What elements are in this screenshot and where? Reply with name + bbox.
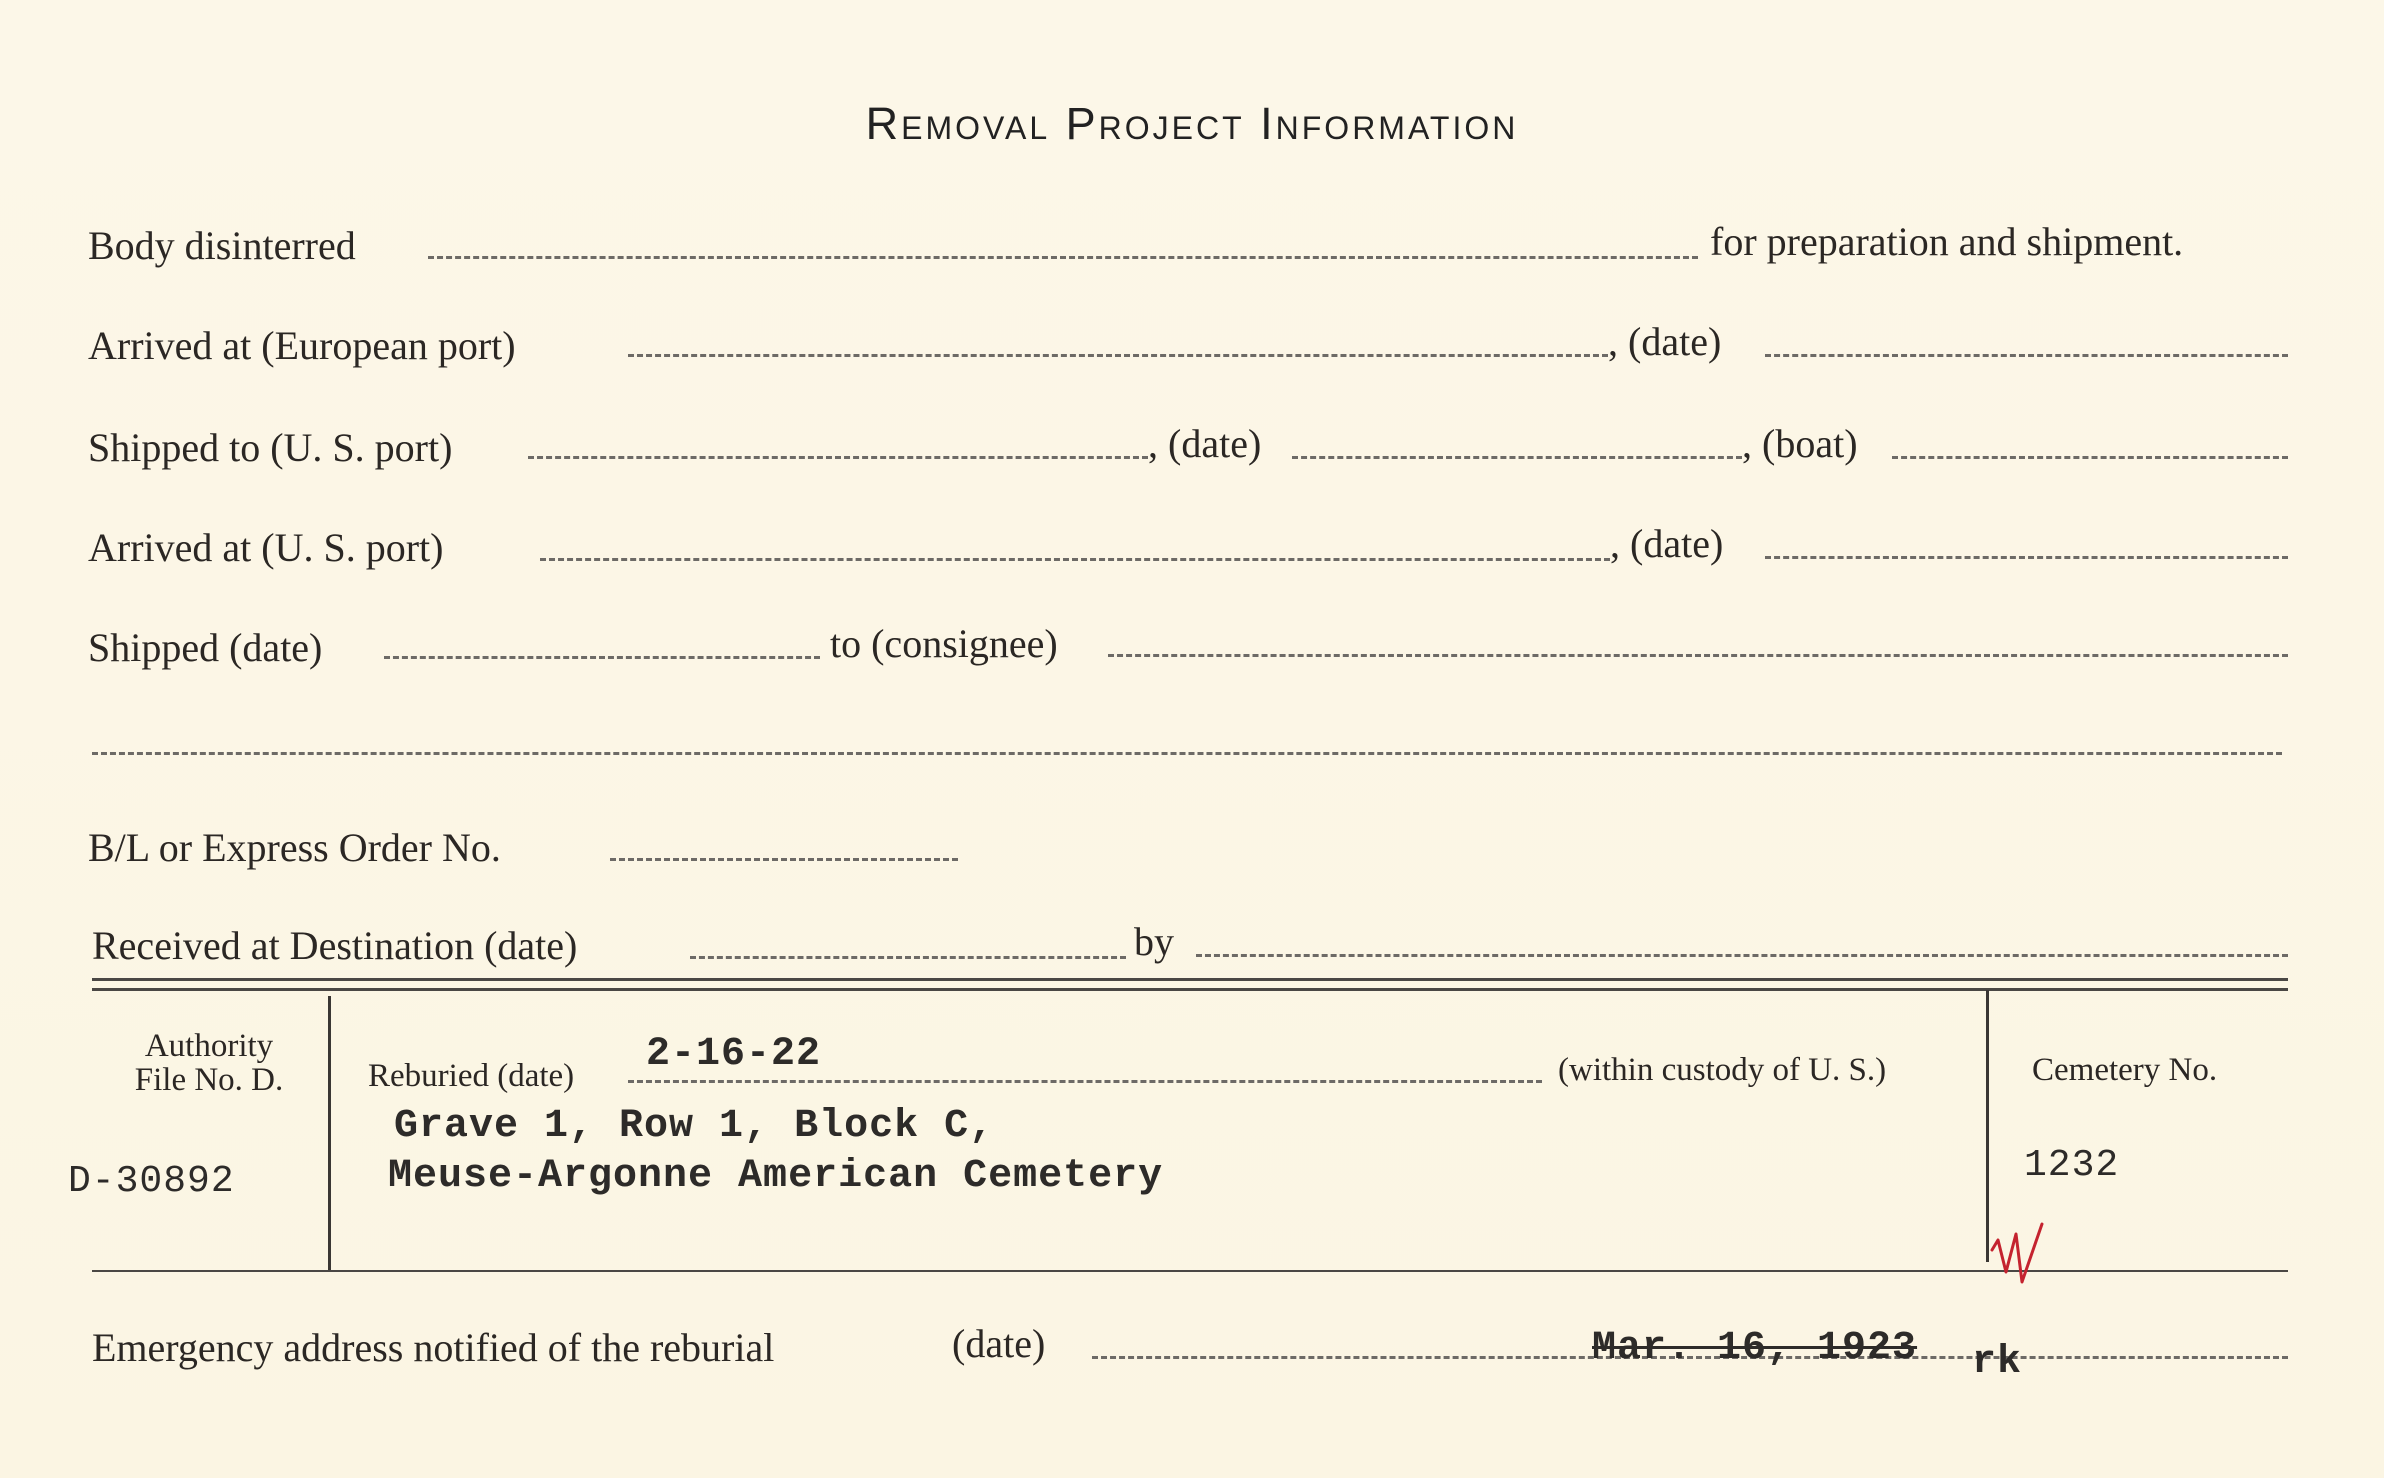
- arrived-us-port-field[interactable]: [540, 558, 1610, 561]
- shipped-us-date-label: , (date): [1148, 421, 1262, 466]
- emergency-date-value: Mar. 16, 1923: [1592, 1326, 1918, 1371]
- section-divider-top: [92, 978, 2288, 981]
- shipped-us-port-field[interactable]: [528, 456, 1148, 459]
- received-by-field[interactable]: [1196, 954, 2288, 957]
- boat-label: , (boat): [1742, 421, 1858, 466]
- shipped-date-field[interactable]: [384, 656, 820, 659]
- arrived-us-date-field[interactable]: [1765, 556, 2288, 559]
- arrived-european-date-field[interactable]: [1765, 354, 2288, 357]
- consignee-field[interactable]: [1108, 654, 2288, 657]
- consignee-label: to (consignee): [830, 621, 1058, 666]
- authority-file-value: D-30892: [68, 1160, 235, 1203]
- table-bottom-rule: [92, 1270, 2288, 1272]
- received-destination-label: Received at Destination (date): [92, 923, 578, 968]
- cemetery-name-line: Meuse-Argonne American Cemetery: [388, 1154, 1164, 1199]
- shipped-date-label: Shipped (date): [88, 625, 323, 670]
- arrived-european-date-label: , (date): [1608, 319, 1722, 364]
- red-check-mark: [1986, 1216, 2066, 1296]
- received-by-label: by: [1134, 919, 1174, 964]
- arrived-european-port-field[interactable]: [628, 354, 1608, 357]
- reburied-date-field[interactable]: [628, 1080, 1542, 1083]
- emergency-date-label: (date): [952, 1321, 1046, 1366]
- arrived-us-date-label: , (date): [1610, 521, 1724, 566]
- section-divider-bottom: [92, 988, 2288, 991]
- cemetery-no-value: 1232: [2024, 1144, 2120, 1187]
- body-disinterred-label: Body disinterred: [88, 223, 356, 268]
- reburied-date-value: 2-16-22: [646, 1032, 822, 1077]
- authority-label: Authority: [144, 1028, 274, 1064]
- file-no-label: File No. D.: [134, 1062, 284, 1098]
- reburied-date-label: Reburied (date): [368, 1058, 575, 1094]
- cemetery-no-label: Cemetery No.: [2032, 1052, 2218, 1088]
- received-date-field[interactable]: [690, 956, 1126, 959]
- initials: rk: [1972, 1340, 2023, 1385]
- arrived-european-port-label: Arrived at (European port): [88, 323, 516, 368]
- grave-location-line: Grave 1, Row 1, Block C,: [394, 1104, 995, 1149]
- authority-column-divider: [328, 996, 331, 1272]
- card-title: Removal Project Information: [865, 98, 1519, 149]
- shipped-us-port-label: Shipped to (U. S. port): [88, 425, 453, 470]
- arrived-us-port-label: Arrived at (U. S. port): [88, 525, 444, 570]
- bl-express-order-label: B/L or Express Order No.: [88, 825, 501, 870]
- boat-field[interactable]: [1892, 456, 2288, 459]
- body-disinterred-field[interactable]: [428, 256, 1698, 259]
- shipped-us-date-field[interactable]: [1292, 456, 1742, 459]
- emergency-address-label: Emergency address notified of the reburial: [92, 1325, 775, 1370]
- bl-express-order-field[interactable]: [610, 858, 958, 861]
- consignee-continuation-field[interactable]: [92, 752, 2282, 755]
- custody-label: (within custody of U. S.): [1558, 1052, 1887, 1088]
- preparation-shipment-label: for preparation and shipment.: [1710, 219, 2184, 264]
